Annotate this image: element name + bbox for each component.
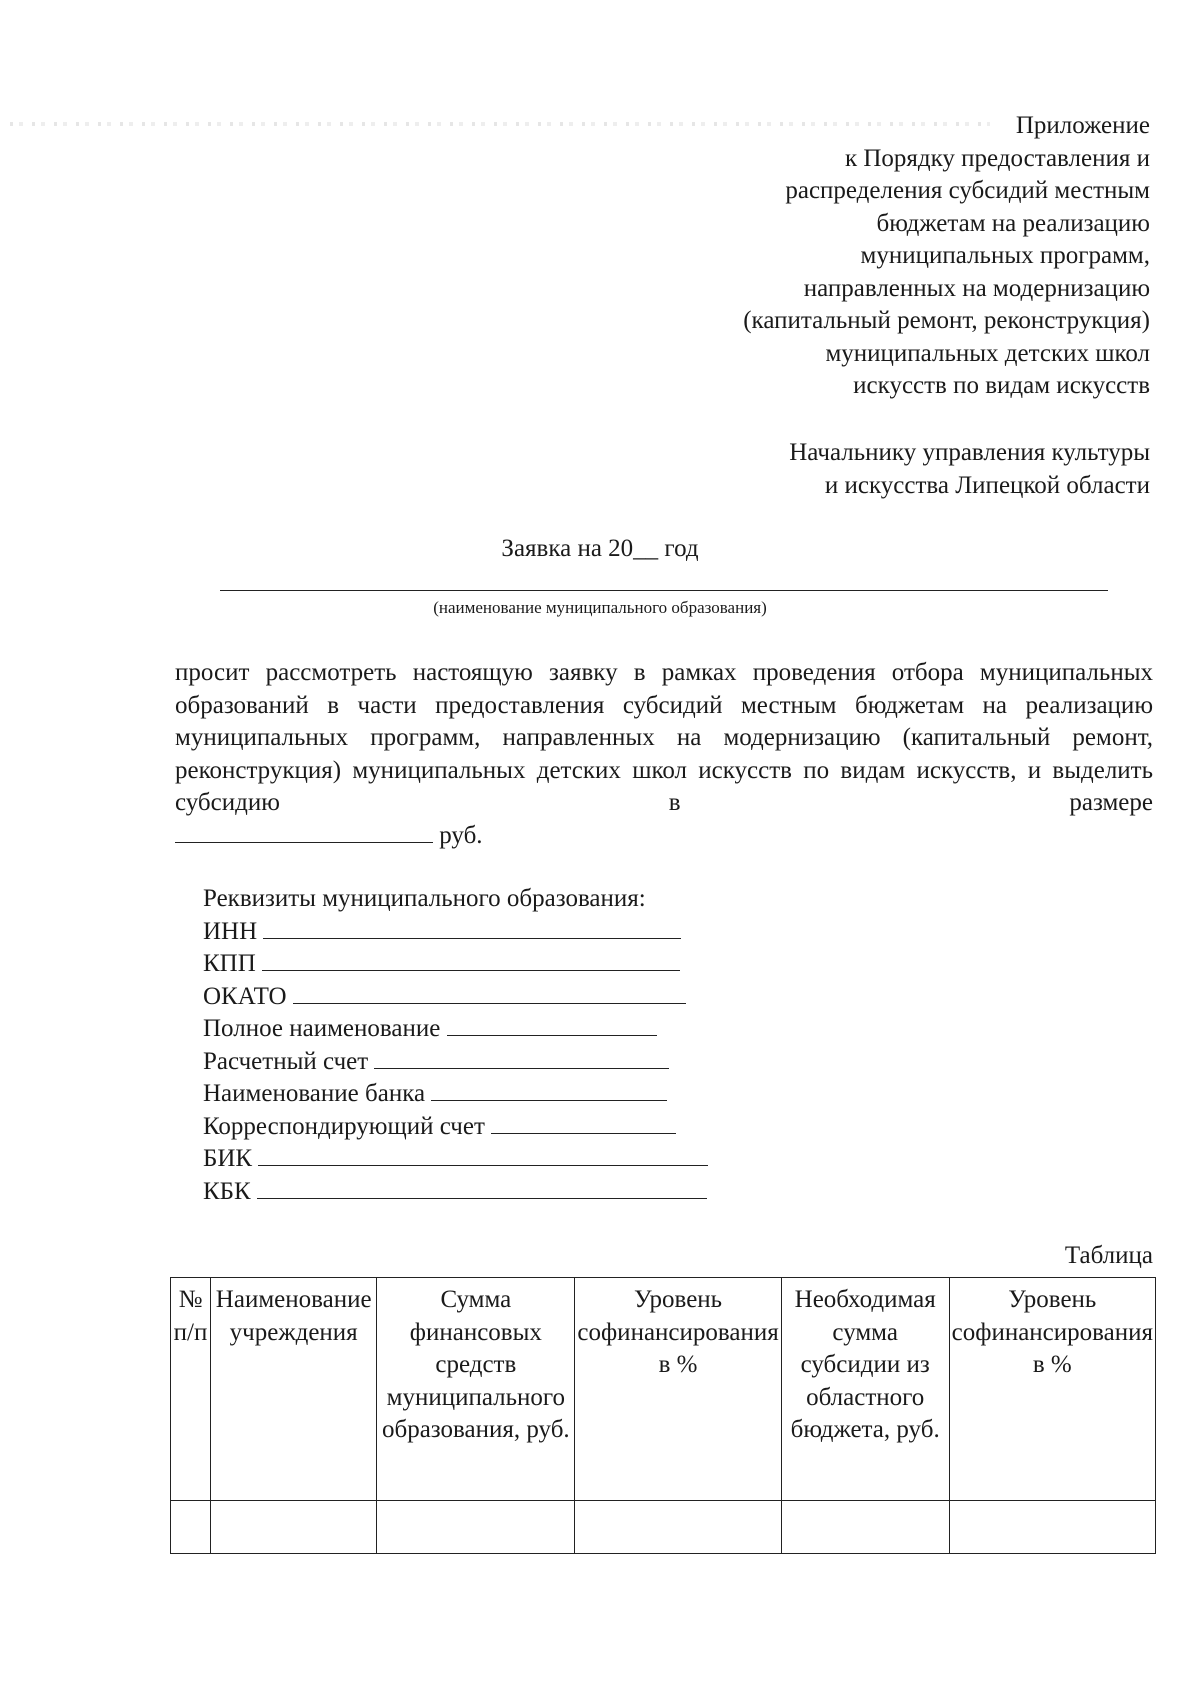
okato-field[interactable] [293, 981, 686, 1004]
full-name-field[interactable] [447, 1013, 657, 1036]
requisite-label: Наименование банка [203, 1080, 426, 1107]
table-header-row [171, 1278, 1156, 1501]
amount-field[interactable] [175, 820, 433, 843]
column-header-institution: Наименование учреждения [211, 1278, 377, 1501]
column-header-municipal-funds: Сумма финансовых средств муниципального образования, руб. [377, 1278, 575, 1501]
kpp-field[interactable] [262, 948, 680, 971]
bank-name-field[interactable] [431, 1078, 667, 1101]
appendix-line: (капитальный ремонт, реконструкция) [743, 307, 1150, 334]
table-label: Таблица [1064, 1242, 1153, 1269]
amount-unit: руб. [439, 822, 483, 849]
requisite-label: КПП [203, 950, 256, 977]
requisites-heading: Реквизиты муниципального образования: [203, 885, 646, 912]
column-header-number: № п/п [171, 1278, 211, 1501]
request-body-text: просит рассмотреть настоящую заявку в рамках проведения отбора муниципальных образований в части предоставления субсидий местным бюджетам на реализацию муниципальных программ, направленных на модернизацию (капитальный ремонт, реконструкция) муниципальных детских школ искусств по видам искусств, и выделить субсидию в размере [175, 659, 1153, 816]
corr-account-field[interactable] [491, 1111, 676, 1134]
appendix-line: к Порядку предоставления и [844, 144, 1150, 172]
account-field[interactable] [374, 1046, 669, 1069]
recipient-block [590, 437, 1150, 502]
column-header-cofinancing-level-2: Уровень софинансирования в % [949, 1278, 1155, 1501]
requisite-label: Расчетный счет [203, 1047, 369, 1075]
table-cell[interactable] [377, 1501, 575, 1554]
table-cell[interactable] [949, 1501, 1155, 1554]
table-cell[interactable] [781, 1501, 949, 1554]
appendix-line: Приложение [1015, 112, 1150, 139]
municipality-name-field[interactable] [220, 590, 1108, 591]
requisite-row-bik [203, 1143, 708, 1176]
appendix-line: бюджетам на реализацию [876, 209, 1150, 237]
requisite-label: КБК [203, 1177, 251, 1205]
column-header-cofinancing-level: Уровень софинансирования в % [575, 1278, 781, 1501]
recipient-line: и искусства Липецкой области [824, 471, 1150, 499]
requisite-row-inn [203, 916, 708, 949]
amount-line [175, 820, 483, 850]
requisite-row-account [203, 1046, 708, 1079]
inn-field[interactable] [263, 916, 681, 939]
column-header-required-subsidy: Необходимая сумма субсидии из областного бюджета, руб. [781, 1278, 949, 1501]
table-row [171, 1501, 1156, 1554]
table-cell[interactable] [575, 1501, 781, 1554]
requisite-row-okato [203, 981, 708, 1014]
requisite-label: ИНН [203, 917, 258, 945]
appendix-line: искусств по видам искусств [853, 372, 1150, 399]
appendix-line: направленных на модернизацию [803, 274, 1150, 302]
requisite-label: ОКАТО [203, 982, 287, 1010]
kbk-field[interactable] [257, 1176, 707, 1199]
subsidy-table [170, 1277, 1156, 1554]
requisites-block [203, 883, 708, 1208]
appendix-line: муниципальных детских школ [825, 339, 1150, 367]
bik-field[interactable] [258, 1143, 708, 1166]
table-cell[interactable] [171, 1501, 211, 1554]
requisite-label: Корреспондирующий счет [203, 1112, 485, 1140]
request-title: Заявка на 20__ год [501, 535, 699, 562]
requisite-label: БИК [203, 1145, 253, 1172]
requisite-row-full-name [203, 1013, 708, 1046]
appendix-header [590, 110, 1150, 403]
municipality-caption: (наименование муниципального образования) [433, 598, 767, 617]
appendix-line: муниципальных программ, [860, 242, 1150, 269]
appendix-line: распределения субсидий местным [785, 177, 1150, 204]
requisite-row-bank [203, 1078, 708, 1111]
recipient-line: Начальнику управления культуры [789, 439, 1150, 466]
requisite-label: Полное наименование [203, 1015, 441, 1042]
table-cell[interactable] [211, 1501, 377, 1554]
requisite-row-kbk [203, 1176, 708, 1209]
requisite-row-kpp [203, 948, 708, 981]
requisite-row-corr-account [203, 1111, 708, 1144]
